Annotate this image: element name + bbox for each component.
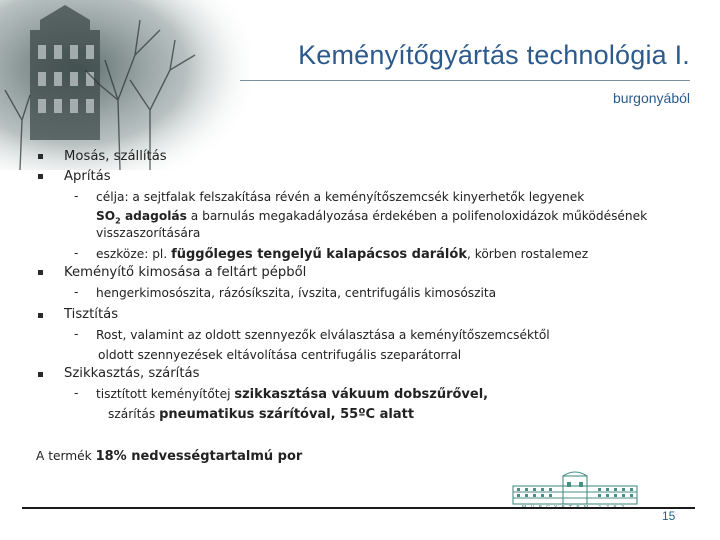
footnote-pre: A termék: [36, 449, 96, 463]
bullet-2-sub-2-bold: függőleges tengelyű kalapácsos darálók: [171, 247, 467, 262]
footnote-bold: 18% nedvességtartalmú por: [95, 449, 303, 464]
bullet-square-icon: [38, 174, 43, 179]
bullet-4-sub-1-cont: oldott szennyezések eltávolítása centrifugális szeparátorral: [98, 348, 462, 362]
slide-title: Keményítőgyártás technológia I.: [298, 40, 690, 70]
bullet-5-sub-1-pre: tisztított keményítőtej: [96, 387, 235, 401]
bullet-2-sub-1-rest: a barnulás megakadályozása érdekében a polifenoloxidázok működésének: [186, 209, 648, 223]
adagolas-bold: adagolás: [120, 209, 187, 223]
sub-dash: -: [74, 386, 79, 400]
sub-dash: -: [74, 189, 79, 203]
sub-dash: -: [74, 285, 79, 299]
bullet-2-sub-2-post: , körben rostalemez: [466, 247, 589, 261]
sub-dash: -: [74, 327, 79, 341]
sub-dash: -: [74, 246, 79, 260]
slide-subtitle: burgonyából: [612, 90, 690, 106]
so2-subscript: 2: [115, 216, 121, 226]
bullet-4-sub-1: Rost, valamint az oldott szennyezők elválasztása a keményítőszemcséktől: [96, 328, 550, 342]
bullet-4: Tisztítás: [64, 307, 119, 322]
bullet-square-icon: [38, 372, 43, 377]
bullet-2-sub-2-pre: eszköze: pl.: [96, 247, 172, 261]
bullet-5-sub-1: [96, 386, 488, 403]
bullet-5-sub-1-bold: szikkasztása vákuum dobszűrővel,: [234, 387, 489, 402]
footnote: [36, 448, 302, 465]
bullet-square-icon: [38, 270, 43, 275]
bullet-5-sub-1-cont-pre: szárítás: [108, 407, 160, 421]
footer-divider: [22, 507, 695, 509]
so2-bold: SO: [96, 209, 116, 223]
bullet-square-icon: [38, 154, 43, 159]
bullet-2: Aprítás: [64, 169, 111, 184]
bullet-2-sub-1: célja: a sejtfalak felszakítása révén a keményítőszemcsék kinyerhetők legyenek: [96, 190, 585, 204]
bullet-2-sub-2: [96, 246, 588, 263]
bullet-5-sub-1-cont-bold: pneumatikus szárítóval, 55ºC alatt: [159, 407, 415, 422]
bullet-square-icon: [38, 313, 43, 318]
page-number: 15: [662, 509, 676, 523]
bullet-5-sub-1-cont: [108, 406, 414, 423]
bullet-1: Mosás, szállítás: [64, 149, 167, 164]
bullet-3-sub-1: hengerkimosószita, rázósíkszita, ívszita, centrifugális kimosószita: [96, 286, 497, 300]
bullet-3: Keményítő kimosása a feltárt pépből: [64, 265, 307, 280]
bullet-5: Szikkasztás, szárítás: [64, 366, 200, 381]
bullet-2-sub-1-cont2: visszaszorítására: [96, 226, 201, 240]
